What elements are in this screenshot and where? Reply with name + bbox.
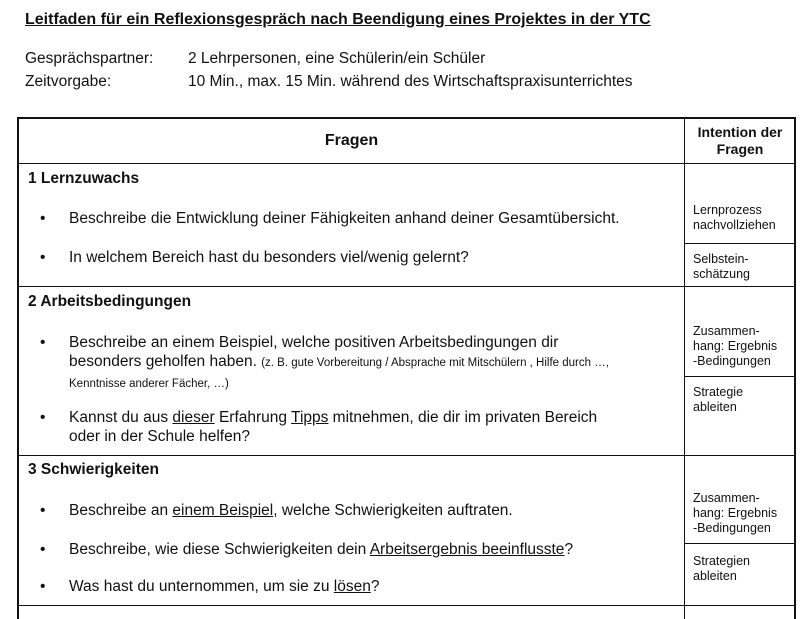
question-text: In welchem Bereich hast du besonders viel/wenig gelernt?	[69, 249, 469, 266]
partner-row	[25, 50, 485, 68]
bullet-icon: •	[40, 578, 46, 595]
question-note: Kenntnisse anderer Fächer, …)	[69, 378, 229, 390]
bullet-icon: •	[40, 409, 46, 426]
time-value: 10 Min., max. 15 Min. während des Wirtschaftspraxisunterrichtes	[188, 73, 633, 90]
section-divider	[19, 455, 794, 456]
question	[40, 333, 680, 394]
header-intention-line2: Fragen	[716, 141, 764, 157]
question-text: besonders geholfen haben.	[69, 353, 257, 370]
intention-text: Selbstein- schätzung	[693, 252, 750, 281]
partner-value: 2 Lehrpersonen, eine Schülerin/ein Schüler	[188, 50, 486, 67]
header-divider	[19, 163, 794, 164]
bullet-icon: •	[40, 502, 46, 519]
header-intention-line1: Intention der	[697, 124, 783, 140]
page-title: Leitfaden für ein Reflexionsgespräch nach Beendigung eines Projektes in der YTC	[25, 11, 651, 28]
question: • Beschreibe, wie diese Schwierigkeiten dein Arbeitsergebnis beeinflusste?	[40, 541, 574, 558]
header-intention	[686, 119, 794, 163]
intention-text: Strategie ableiten	[693, 385, 744, 414]
question: • Beschreibe an einem Beispiel, welche Schwierigkeiten auftraten.	[40, 502, 513, 519]
question-note: (z. B. gute Vorbereitung / Absprache mit Mitschülern , Hilfe durch …,	[261, 357, 609, 369]
intention-text: Zusammen- hang: Ergebnis -Bedingungen	[693, 324, 778, 368]
question-text: Beschreibe die Entwicklung deiner Fähigkeiten anhand deiner Gesamtübersicht.	[69, 210, 620, 227]
header-questions: Fragen	[324, 132, 379, 149]
intention-divider	[684, 543, 794, 544]
intention-divider	[684, 376, 794, 377]
bullet-icon: •	[40, 334, 46, 351]
bullet-icon: •	[40, 210, 46, 227]
question	[40, 248, 680, 267]
section-title: 2 Arbeitsbedingungen	[28, 293, 192, 310]
intention-text: Strategien ableiten	[693, 554, 750, 583]
bullet-icon: •	[40, 249, 46, 266]
section-title: 1 Lernzuwachs	[28, 170, 140, 187]
question-text: Beschreibe an einem Beispiel, welche positiven Arbeitsbedingungen dir	[69, 334, 559, 351]
intention-divider	[684, 243, 794, 244]
reflection-table	[17, 117, 796, 619]
partner-label: Gesprächspartner:	[25, 50, 154, 67]
section-divider	[19, 286, 794, 287]
section-title: 3 Schwierigkeiten	[28, 461, 159, 478]
intention-text: Lernprozess nachvollziehen	[693, 203, 776, 232]
question: • Was hast du unternommen, um sie zu lösen?	[40, 578, 380, 595]
time-label: Zeitvorgabe:	[25, 73, 112, 90]
question	[40, 209, 680, 228]
bullet-icon: •	[40, 541, 46, 558]
column-divider	[684, 119, 685, 619]
question: • Kannst du aus dieser Erfahrung Tipps mitnehmen, die dir im privaten Bereich oder in der Schule helfen?	[40, 409, 598, 445]
intention-text: Zusammen- hang: Ergebnis -Bedingungen	[693, 491, 778, 535]
time-row	[25, 73, 633, 91]
section-divider	[19, 605, 794, 606]
